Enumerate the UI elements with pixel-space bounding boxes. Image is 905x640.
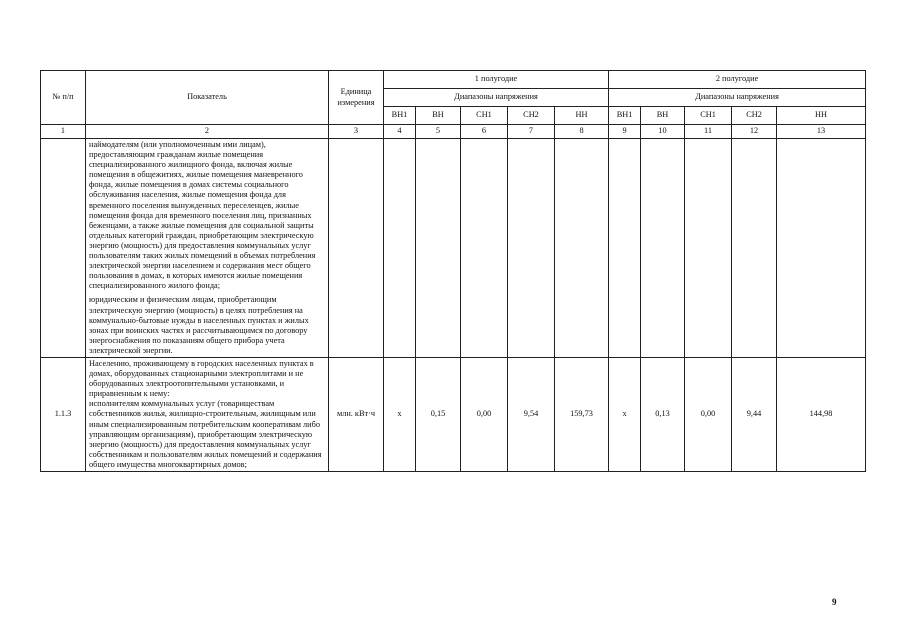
value-cell <box>555 139 609 358</box>
value-cell: 9,44 <box>732 357 777 471</box>
tariff-table <box>40 70 866 472</box>
value-cell <box>416 139 461 358</box>
description-paragraph: Населению, проживающему в городских населенных пунктах в домах, оборудованных стационарными электроплитами и не оборудованных электроотопительными установками, и приравненным к нему: <box>89 358 314 399</box>
column-number: 7 <box>508 125 555 139</box>
row-unit <box>329 139 384 358</box>
value-cell: х <box>609 357 641 471</box>
column-number: 11 <box>685 125 732 139</box>
level-sn1: СН1 <box>685 107 732 125</box>
description-paragraph: исполнителям коммунальных услуг (товариществам собственников жилья, жилищно-строительным, жилищным или иным специализированным потребительским кооперативам либо управляющим организациям), приобретающим электрическую энергию (мощность) для предоставления коммунальных услуг собственникам и пользователям жилых помещений и содержания общего имущества многоквартирных домов; <box>89 399 322 469</box>
level-vn: ВН <box>416 107 461 125</box>
table-row <box>41 139 866 358</box>
level-sn2: СН2 <box>508 107 555 125</box>
description-paragraph: наймодателям (или уполномоченным ими лицам), предоставляющим гражданам жилые помещения специализированного жилищного фонда, включая жилые помещения в общежитиях, жилые помещения маневренного фонда, жилые помещения в домах системы социального обслуживания населения, жилые помещения фонда для временного поселения вынужденных переселенцев, жилые помещения фонда для временного поселения лиц, признанных беженцами, а также жилые помещения для социальной защиты отдельных категорий граждан, приобретающим электрическую энергию (мощность) для предоставления коммунальных услуг пользователям таких жилых помещений в объемах потребления электрической энергии населением и содержания мест общего пользования в домах, в которых имеются жилые помещения специализированного жилого фонда; <box>89 140 316 291</box>
level-nn: НН <box>555 107 609 125</box>
header-num: № п/п <box>41 71 86 125</box>
value-cell <box>461 139 508 358</box>
header-indicator: Показатель <box>86 71 329 125</box>
header-ranges-2: Диапазоны напряжения <box>609 89 866 107</box>
level-sn2: СН2 <box>732 107 777 125</box>
column-number: 13 <box>777 125 866 139</box>
column-number: 2 <box>86 125 329 139</box>
level-vn: ВН <box>641 107 685 125</box>
column-number: 8 <box>555 125 609 139</box>
level-sn1: СН1 <box>461 107 508 125</box>
column-number-row <box>41 125 866 139</box>
level-vn1: ВН1 <box>609 107 641 125</box>
value-cell: х <box>384 357 416 471</box>
header-ranges-1: Диапазоны напряжения <box>384 89 609 107</box>
value-cell <box>384 139 416 358</box>
value-cell <box>777 139 866 358</box>
value-cell: 0,00 <box>461 357 508 471</box>
level-nn: НН <box>777 107 866 125</box>
header-half2: 2 полугодие <box>609 71 866 89</box>
value-cell: 144,98 <box>777 357 866 471</box>
header-half1: 1 полугодие <box>384 71 609 89</box>
column-number: 1 <box>41 125 86 139</box>
value-cell <box>508 139 555 358</box>
value-cell <box>732 139 777 358</box>
value-cell: 0,15 <box>416 357 461 471</box>
column-number: 5 <box>416 125 461 139</box>
value-cell <box>609 139 641 358</box>
column-number: 10 <box>641 125 685 139</box>
value-cell <box>685 139 732 358</box>
column-number: 4 <box>384 125 416 139</box>
header-row-1 <box>41 71 866 89</box>
value-cell: 0,13 <box>641 357 685 471</box>
value-cell: 9,54 <box>508 357 555 471</box>
row-unit: млн. кВт·ч <box>329 357 384 471</box>
value-cell: 159,73 <box>555 357 609 471</box>
level-vn1: ВН1 <box>384 107 416 125</box>
column-number: 6 <box>461 125 508 139</box>
header-unit: Единица измерения <box>329 71 384 125</box>
row-num <box>41 139 86 358</box>
row-num: 1.1.3 <box>41 357 86 471</box>
row-description <box>86 139 329 358</box>
value-cell <box>641 139 685 358</box>
column-number: 9 <box>609 125 641 139</box>
description-paragraph: юридическим и физическим лицам, приобретающим электрическую энергию (мощность) в целях потребления на коммунально-бытовые нужды в населенных пунктах и жилых зонах при воинских частях и рассчитывающимся по договору энергоснабжения по показаниям общего прибора учета электрической энергии. <box>89 295 309 355</box>
value-cell: 0,00 <box>685 357 732 471</box>
column-number: 3 <box>329 125 384 139</box>
table-row <box>41 357 866 471</box>
column-number: 12 <box>732 125 777 139</box>
row-description <box>86 357 329 471</box>
page-number: 9 <box>832 597 837 607</box>
